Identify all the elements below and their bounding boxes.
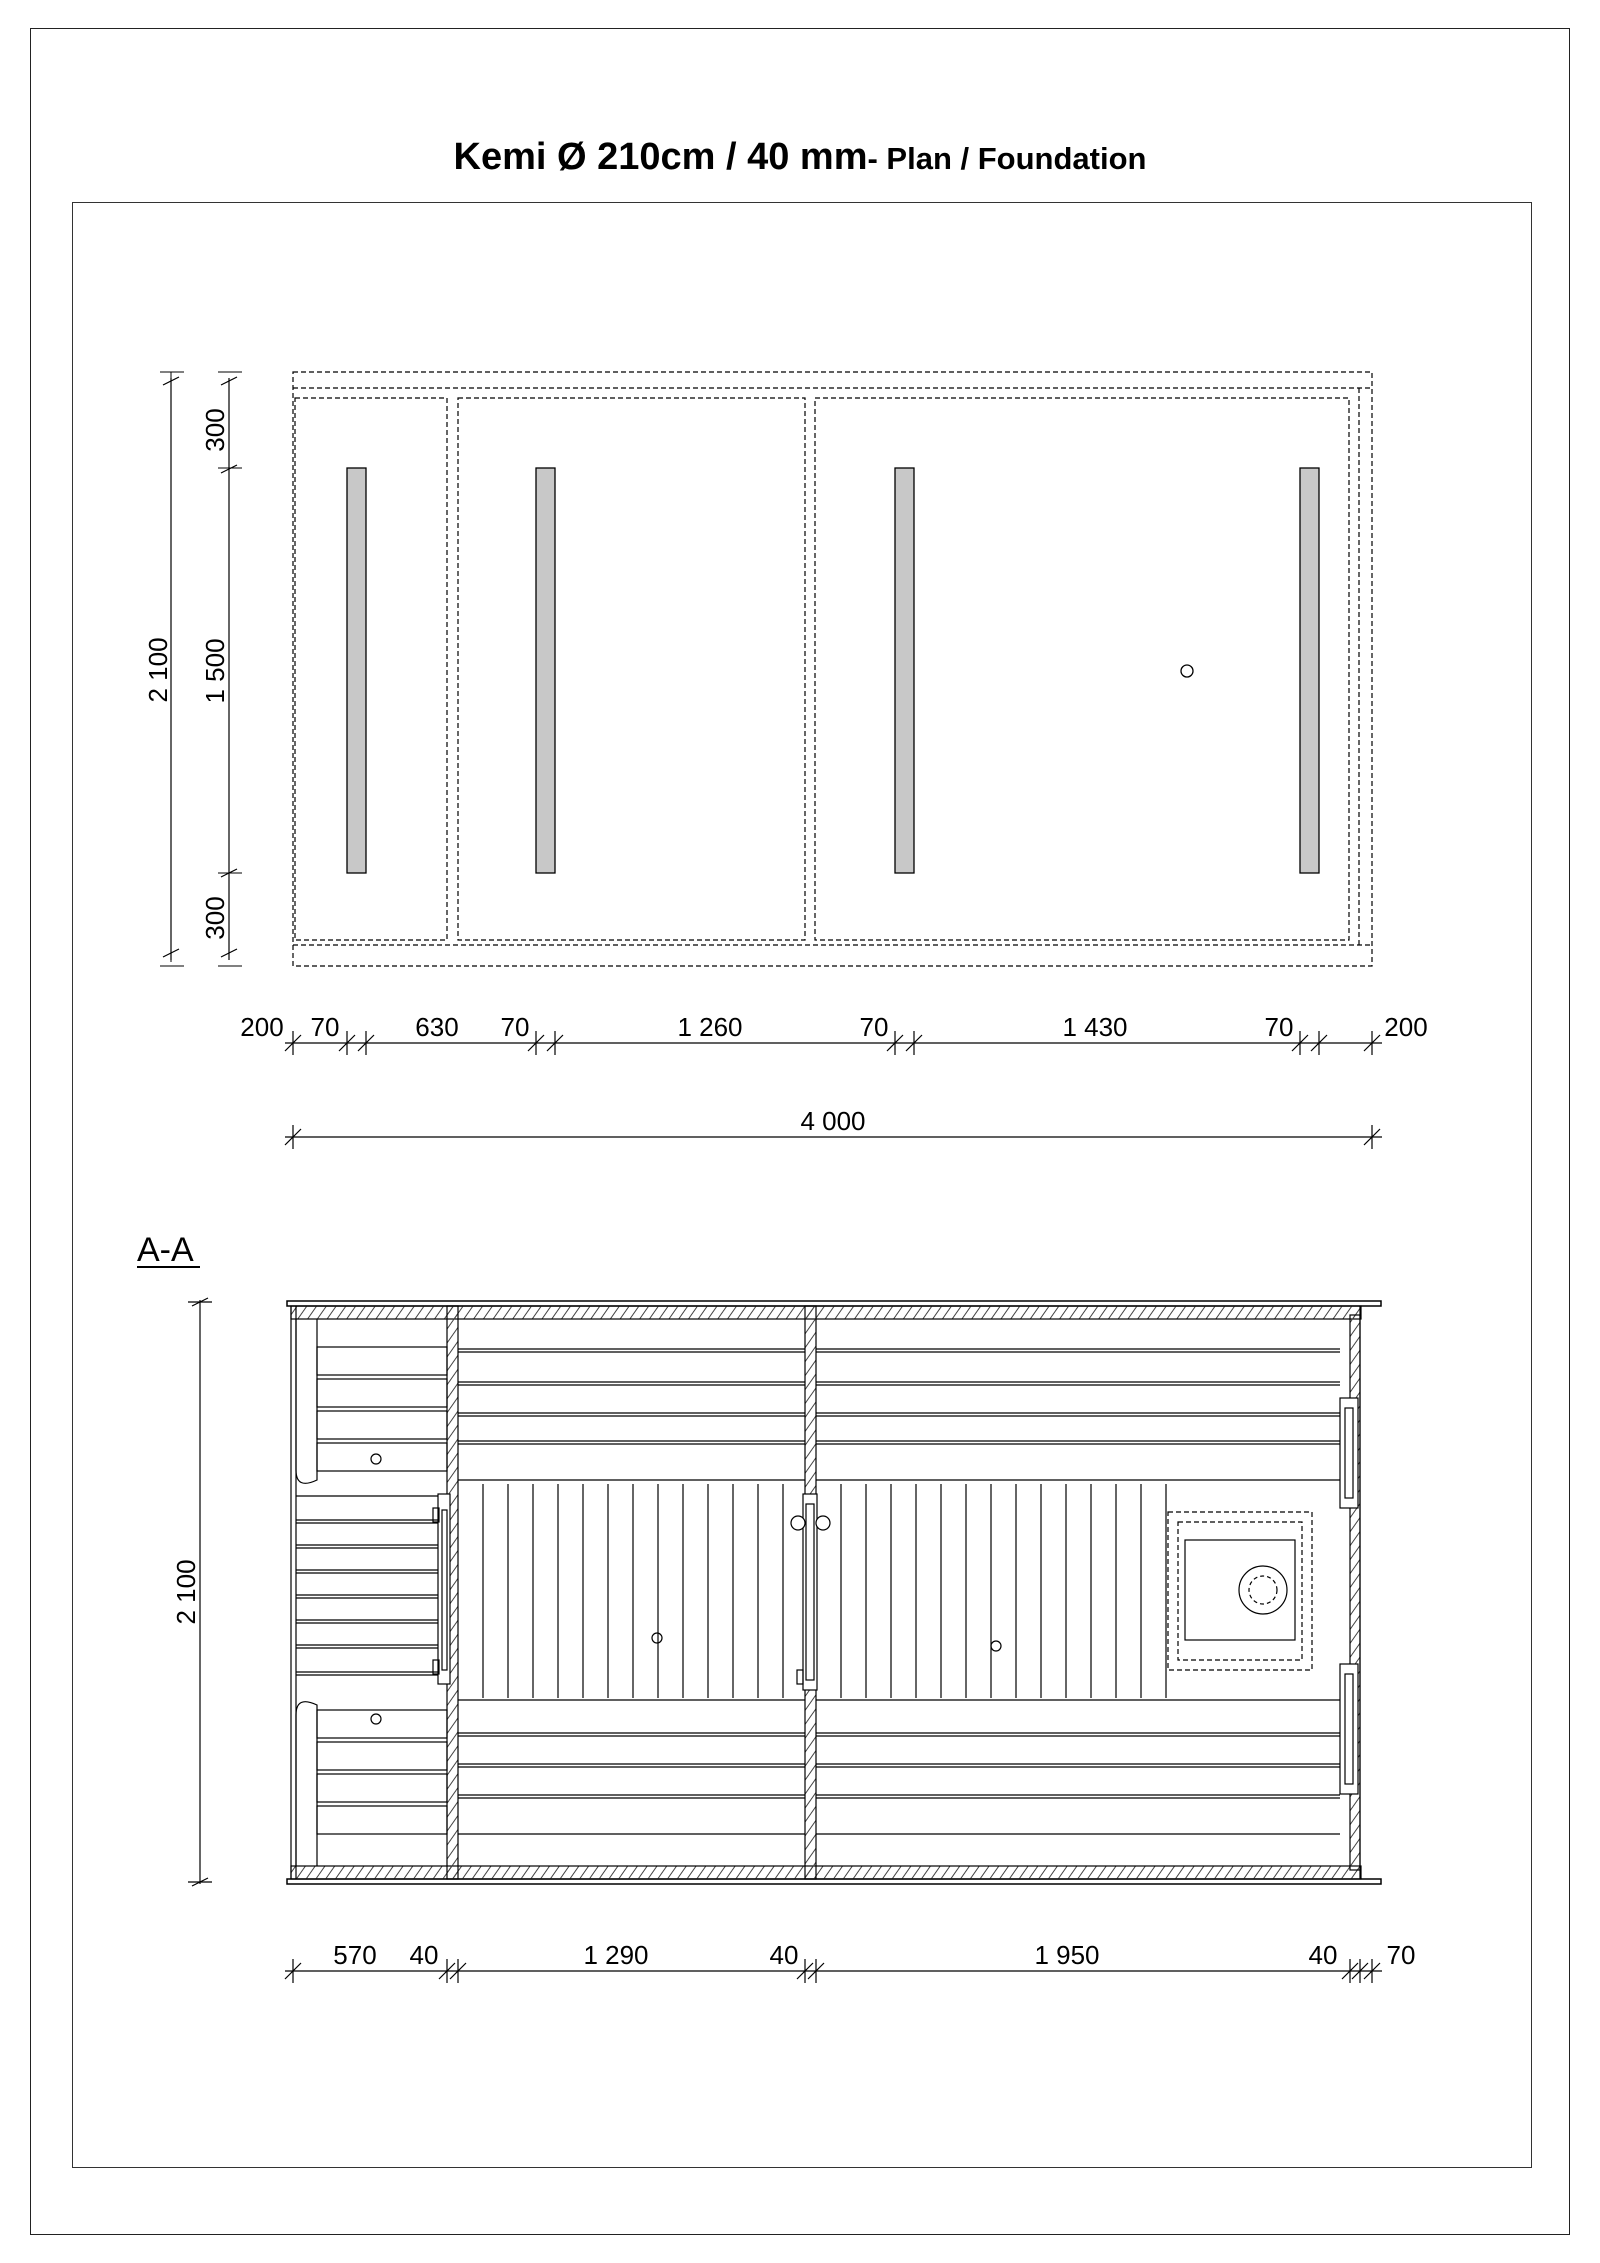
section-label: A-A: [137, 1231, 194, 1269]
plan-outer-outline: [293, 372, 1372, 966]
section-a-a: [287, 1301, 1381, 1884]
dim-section-seg: 70: [1386, 1940, 1416, 1970]
dim-plan-seg: 70: [310, 1012, 340, 1042]
dim-section-seg: 1 290: [583, 1940, 649, 1970]
dim-section-seg: 570: [333, 1940, 377, 1970]
dim-plan-seg: 70: [859, 1012, 889, 1042]
dim-plan-seg: 1 430: [1062, 1012, 1128, 1042]
dim-section-seg: 1 950: [1034, 1940, 1100, 1970]
dim-plan-seg: 200: [240, 1012, 284, 1042]
dim-plan-bottom-offset: 300: [200, 896, 230, 940]
dim-section-seg: 40: [769, 1940, 799, 1970]
dim-plan-seg: 1 260: [677, 1012, 743, 1042]
foundation-beam: [347, 468, 366, 873]
dim-plan-overall-height: 2 100: [143, 637, 173, 703]
title-main: Kemi Ø 210cm / 40 mm: [453, 136, 868, 178]
dim-plan-seg: 630: [415, 1012, 459, 1042]
dim-section-height: 2 100: [171, 1559, 201, 1625]
foundation-plan: [160, 372, 1382, 1149]
dim-section-seg: 40: [409, 1940, 439, 1970]
dim-plan-seg: 70: [500, 1012, 530, 1042]
foundation-beam: [536, 468, 555, 873]
title-sub: - Plan / Foundation: [867, 141, 1147, 176]
drain-point: [1181, 665, 1193, 677]
dim-plan-total: 4 000: [800, 1106, 866, 1136]
dim-plan-seg: 200: [1384, 1012, 1428, 1042]
dim-plan-top-offset: 300: [200, 408, 230, 452]
foundation-beam: [895, 468, 914, 873]
dim-plan-seg: 70: [1264, 1012, 1294, 1042]
dim-plan-beam-length: 1 500: [200, 638, 230, 704]
foundation-beam: [1300, 468, 1319, 873]
dim-section-seg: 40: [1308, 1940, 1338, 1970]
